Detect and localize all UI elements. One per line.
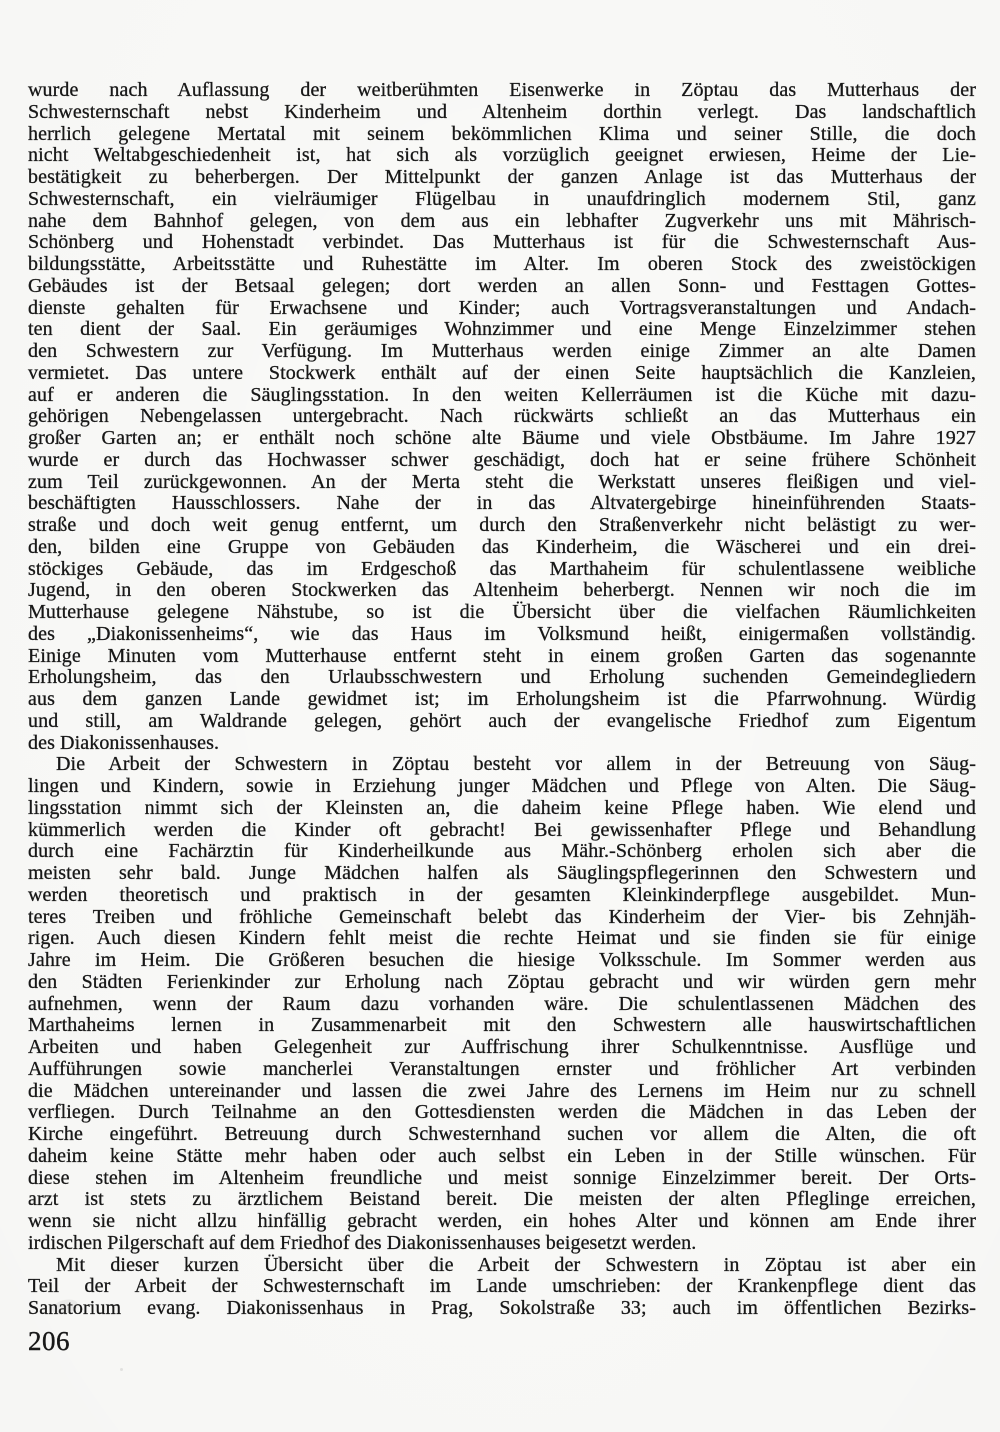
text-line: wenn sie nicht allzu hinfällig gebracht werden, ein hohes Alter und können am Ende ihrer	[28, 1210, 976, 1232]
text-line: irdischen Pilgerschaft auf dem Friedhof des Diakonissenhauses beigesetzt werden.	[28, 1231, 697, 1254]
text-line: werden theoretisch und praktisch in der gesamten Kleinkinderpflege ausgebildet. Mun-	[28, 883, 976, 906]
text-line: aufnehmen, wenn der Raum dazu vorhanden wäre. Die schulentlassenen Mädchen des	[28, 992, 976, 1015]
text-line: bestätigkeit zu beherbergen. Der Mittelpunkt der ganzen Anlage ist das Mutterhaus der	[28, 166, 976, 188]
text-line: herrlich gelegene Mertatal mit seinem bekömmlichen Klima und seiner Stille, die doch	[28, 122, 976, 145]
text-line: zum Teil zurückgewonnen. An der Merta steht die Werkstatt unseres fleißigen und viel-	[28, 470, 976, 493]
text-line: Teil der Arbeit der Schwesternschaft im Lande umschrieben: der Krankenpflege dient das	[28, 1275, 976, 1298]
text-line: diese stehen im Altenheim freundliche und meist sonnige Einzelzimmer bereit. Der Orts-	[28, 1166, 976, 1189]
text-line: Schwesternschaft, ein vielräumiger Flügelbau in unaufdringlich modernem Stil, ganz	[28, 187, 976, 210]
text-line: des Diakonissenhauses.	[28, 731, 220, 754]
text-line: Schönberg und Hohenstadt verbindet. Das Mutterhaus ist für die Schwesternschaft Aus-	[28, 231, 976, 254]
text-line: Gebäudes ist der Betsaal gelegen; dort werden an allen Sonn- und Festtagen Gottes-	[28, 274, 976, 297]
text-line: nahe dem Bahnhof gelegen, von dem aus ein lebhafter Zugverkehr uns mit Mährisch-	[28, 209, 976, 232]
text-line: Schwesternschaft nebst Kinderheim und Altenheim dorthin verlegt. Das landschaftlich	[28, 100, 976, 123]
text-line: Marthaheims lernen in Zusammenarbeit mit den Schwestern alle hauswirtschaftlichen	[28, 1014, 976, 1037]
text-line: den, bilden eine Gruppe von Gebäuden das Kinderheim, die Wäscherei und ein drei-	[28, 535, 976, 558]
text-line: nicht Weltabgeschiedenheit ist, hat sich als vorzüglich geeignet erwiesen, Heime der Lie-	[28, 144, 976, 167]
text-line: Aufführungen sowie mancherlei Veranstaltungen ernster und fröhlicher Art verbinden	[28, 1057, 976, 1080]
text-line: meisten sehr bald. Junge Mädchen halfen als Säuglingspflegerinnen den Schwestern und	[28, 862, 976, 884]
text-line: Jahre im Heim. Die Größeren besuchen die hiesige Volksschule. Im Sommer werden aus	[28, 949, 976, 971]
text-line: beschäftigten Hausschlossers. Nahe der in das Altvatergebirge hineinführenden Staats-	[28, 492, 976, 515]
text-line: Erholungsheim, das den Urlaubsschwestern und Erholung suchenden Gemeindegliedern	[28, 666, 976, 689]
text-line: rigen. Auch diesen Kindern fehlt meist die rechte Heimat und sie finden sie für einige	[28, 927, 976, 950]
body-text	[28, 80, 976, 1320]
text-line: den Städten Ferienkinder zur Erholung nach Zöptau gebracht und wir würden gern mehr	[28, 970, 976, 993]
text-line: daheim keine Stätte mehr haben oder auch selbst ein Leben in der Stille wünschen. Für	[28, 1144, 976, 1167]
text-line: wurde er durch das Hochwasser schwer geschädigt, doch hat er seine frühere Schönheit	[28, 448, 976, 471]
text-line: kümmerlich werden die Kinder oft gebracht! Bei gewissenhafter Pflege und Behandlung	[28, 818, 976, 841]
text-line: arzt ist stets zu ärztlichem Beistand bereit. Die meisten der alten Pfleglinge erreichen,	[28, 1188, 976, 1211]
text-line: Mutterhause gelegene Nähstube, so ist die Übersicht über die vielfachen Räumlichkeiten	[28, 601, 976, 623]
text-line: straße und doch weit genug entfernt, um durch den Straßenverkehr nicht belästigt zu wer-	[28, 514, 976, 536]
text-line: bildungsstätte, Arbeitsstätte und Ruhestätte im Alter. Im oberen Stock des zweistöckigen	[28, 253, 976, 275]
text-line: lingen und Kindern, sowie in Erziehung junger Mädchen und Pflege von Alten. Die Säug-	[28, 775, 976, 797]
text-line: Die Arbeit der Schwestern in Zöptau besteht vor allem in der Betreuung von Säug-	[56, 753, 976, 776]
text-line: die Mädchen untereinander und lassen die zwei Jahre des Lernens im Heim nur zu schnell	[28, 1079, 976, 1102]
text-line: wurde nach Auflassung der weitberühmten Eisenwerke in Zöptau das Mutterhaus der	[28, 79, 976, 101]
text-line: den Schwestern zur Verfügung. Im Mutterhaus werden einige Zimmer an alte Damen	[28, 340, 976, 362]
text-line: aus dem ganzen Lande gewidmet ist; im Erholungsheim ist die Pfarrwohnung. Würdig	[28, 688, 976, 710]
text-line: Einige Minuten vom Mutterhause entfernt steht in einem großen Garten das sogenannte	[28, 644, 976, 667]
text-line: Mit dieser kurzen Übersicht über die Arbeit der Schwestern in Zöptau ist aber ein	[56, 1253, 976, 1276]
text-line: auf er anderen die Säuglingsstation. In den weiten Kellerräumen ist die Küche mit dazu-	[28, 383, 976, 406]
text-line: vermietet. Das untere Stockwerk enthält auf der einen Seite hauptsächlich die Kanzleien,	[28, 361, 976, 384]
text-line: Sanatorium evang. Diakonissenhaus in Prag, Sokolstraße 33; auch im öffentlichen Bezirks-	[28, 1297, 976, 1319]
text-line: gehörigen Nebengelassen untergebracht. Nach rückwärts schließt an das Mutterhaus ein	[28, 405, 976, 428]
scan-speckle	[300, 1312, 304, 1316]
text-line: Arbeiten und haben Gelegenheit zur Auffrischung ihrer Schulkenntnisse. Ausflüge und	[28, 1036, 976, 1058]
text-line: des „Diakonissenheims“, wie das Haus im Volksmund heißt, einigermaßen vollständig.	[28, 622, 976, 645]
text-line: dienste gehalten für Erwachsene und Kinder; auch Vortragsveranstaltungen und Andach-	[28, 296, 976, 319]
paragraph	[28, 1255, 976, 1320]
text-line: verfliegen. Durch Teilnahme an den Gottesdiensten werden die Mädchen in das Leben der	[28, 1101, 976, 1124]
scan-speckle	[120, 1368, 123, 1371]
text-line: teres Treiben und fröhliche Gemeinschaft belebt das Kinderheim der Vier- bis Zehnjäh-	[28, 905, 976, 928]
text-line: und still, am Waldrande gelegen, gehört auch der evangelische Friedhof zum Eigentum	[28, 709, 976, 732]
text-line: stöckiges Gebäude, das im Erdgeschoß das Marthaheim für schulentlassene weibliche	[28, 557, 976, 580]
text-line: ten dient der Saal. Ein geräumiges Wohnzimmer und eine Menge Einzelzimmer stehen	[28, 318, 976, 341]
text-line: großer Garten an; er enthält noch schöne alte Bäume und viele Obstbäume. Im Jahre 1927	[28, 427, 976, 449]
text-line: Kirche eingeführt. Betreuung durch Schwesternhand suchen vor allem die Alten, die oft	[28, 1123, 976, 1145]
paragraph	[28, 80, 976, 754]
paragraph	[28, 754, 976, 1254]
text-line: lingsstation nimmt sich der Kleinsten an, die daheim keine Pflege haben. Wie elend und	[28, 796, 976, 819]
page-number: 206	[28, 1326, 70, 1356]
text-line: Jugend, in den oberen Stockwerken das Altenheim beherbergt. Nennen wir noch die im	[28, 579, 976, 602]
text-line: durch eine Fachärztin für Kinderheilkunde aus Mähr.-Schönberg erholen sich aber die	[28, 840, 976, 863]
scan-speckle	[960, 700, 963, 705]
